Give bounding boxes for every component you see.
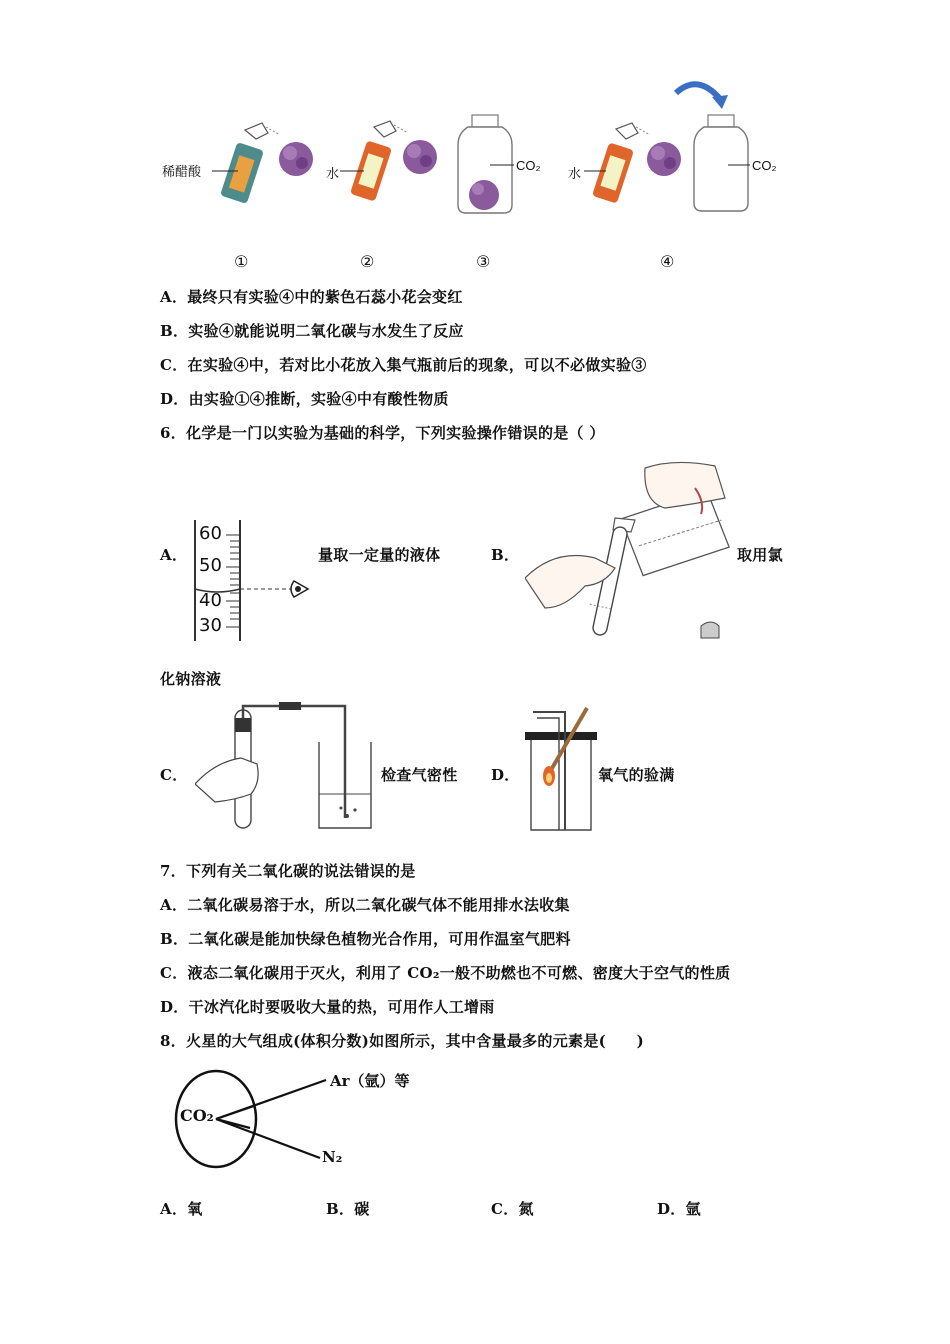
q8-option-a: A．氧 (160, 1200, 203, 1218)
label-argon: Ar（氩）等 (330, 1072, 410, 1090)
transfer-arrow-icon (676, 84, 720, 99)
tick-30: 30 (199, 615, 222, 636)
mars-atmosphere-figure (170, 1066, 430, 1172)
q7-stem: 7．下列有关二氧化碳的说法错误的是 (160, 862, 416, 880)
label-acid: 稀醋酸 (162, 164, 202, 179)
flower-2 (403, 140, 437, 174)
pouring-solution-figure (525, 458, 735, 648)
spray-bottle-water-2 (592, 123, 650, 204)
q5-experiment-illustration (150, 75, 800, 275)
tick-40: 40 (199, 590, 222, 611)
q7-option-a: A．二氧化碳易溶于水，所以二氧化碳气体不能用排水法收集 (160, 896, 570, 914)
label-water-2: 水 (568, 166, 582, 181)
label-co2-b: CO₂ (752, 158, 777, 173)
gas-jar-3 (458, 115, 514, 213)
q8-stem: 8．火星的大气组成(体积分数)如图所示，其中含量最多的元素是( ) (160, 1032, 645, 1050)
label-water-1: 水 (326, 166, 340, 181)
q6-option-c-text: 检查气密性 (381, 766, 458, 784)
experiment-number-1: ① (234, 252, 249, 271)
q5-option-a: A．最终只有实验④中的紫色石蕊小花会变红 (160, 288, 463, 306)
tick-60: 60 (199, 523, 222, 544)
q6-option-d-letter: D． (491, 766, 520, 784)
q7-option-d: D．干冰汽化时要吸收大量的热，可用作人工增雨 (160, 998, 495, 1016)
spray-bottle-acid (220, 123, 280, 204)
q6-option-b-text-continued: 化钠溶液 (160, 670, 222, 688)
label-co2-a: CO₂ (516, 158, 541, 173)
q5-option-d: D．由实验①④推断，实验④中有酸性物质 (160, 390, 449, 408)
spray-bottle-water-1 (350, 121, 408, 202)
flower-4 (647, 142, 681, 176)
label-co2-center: CO₂ (180, 1106, 214, 1125)
tick-50: 50 (199, 555, 222, 576)
experiment-number-2: ② (360, 252, 375, 271)
experiment-number-4: ④ (660, 252, 675, 271)
graduated-cylinder-figure (190, 515, 320, 645)
gas-jar-4 (694, 115, 750, 211)
experiment-number-3: ③ (476, 252, 491, 271)
q8-option-b: B．碳 (326, 1200, 370, 1218)
q6-stem: 6．化学是一门以实验为基础的科学，下列实验操作错误的是（ ） (160, 424, 605, 442)
q7-option-c: C．液态二氧化碳用于灭火，利用了 CO₂一般不助燃也不可燃、密度大于空气的性质 (160, 964, 731, 982)
flower-1 (279, 142, 313, 176)
airtightness-check-figure (195, 698, 375, 836)
q5-option-b: B．实验④就能说明二氧化碳与水发生了反应 (160, 322, 464, 340)
label-n2: N₂ (322, 1148, 343, 1166)
oxygen-full-test-figure (525, 706, 600, 834)
q5-option-c: C．在实验④中，若对比小花放入集气瓶前后的现象，可以不必做实验③ (160, 356, 647, 374)
q6-option-a-letter: A． (160, 546, 188, 564)
q6-option-a-text: 量取一定量的液体 (318, 546, 441, 564)
q6-option-d-text: 氧气的验满 (598, 766, 675, 784)
q8-option-d: D．氩 (657, 1200, 701, 1218)
q6-option-b-text: 取用氯 (737, 546, 783, 564)
q6-option-c-letter: C． (160, 766, 188, 784)
q6-option-b-letter: B． (491, 546, 520, 564)
q5-figure (150, 75, 800, 275)
q7-option-b: B．二氧化碳是能加快绿色植物光合作用，可用作温室气肥料 (160, 930, 571, 948)
q8-option-c: C．氮 (491, 1200, 534, 1218)
